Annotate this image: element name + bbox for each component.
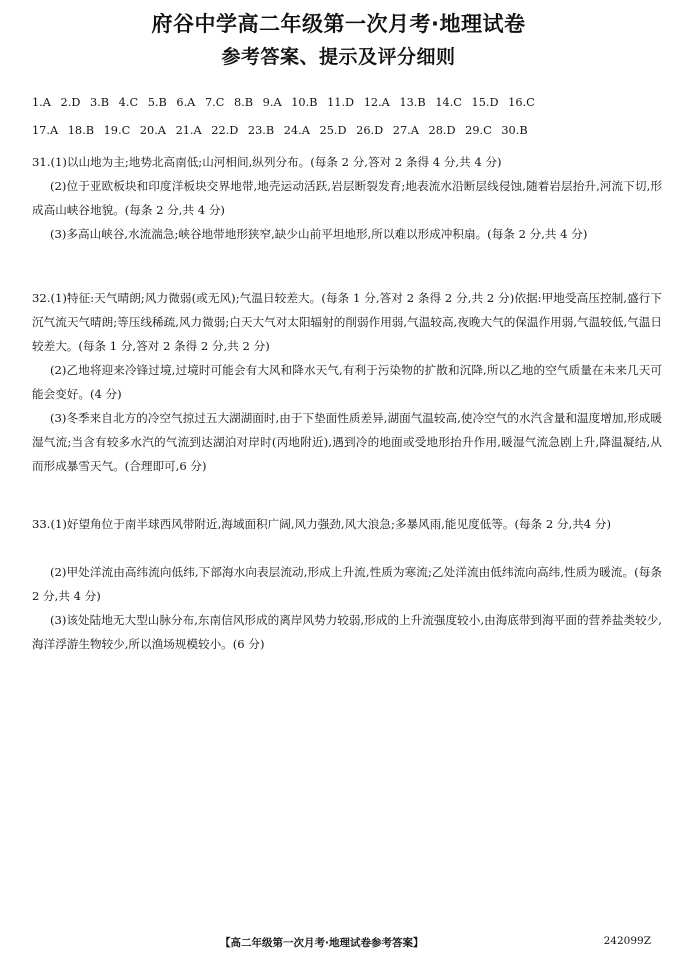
answer-letter: C [215, 96, 225, 109]
choice-answer-item [119, 96, 138, 109]
choice-answer-item [90, 96, 109, 109]
answer-letter: B [244, 96, 254, 109]
question-number: 21. [175, 124, 194, 137]
question-number: 25. [319, 124, 338, 137]
answer-letter: D [337, 124, 347, 137]
question-number: 30. [501, 124, 520, 137]
question-number: 20. [139, 124, 158, 137]
question-number: 8. [233, 96, 245, 109]
question-number: 14. [435, 96, 454, 109]
choice-answers-row-1 [32, 96, 662, 109]
choice-answer-item [356, 124, 383, 137]
question-number: 16. [508, 96, 527, 109]
footer-title: 【高二年级第一次月考·地理试卷参考答案】 [220, 937, 424, 949]
question-number: 4. [118, 96, 130, 109]
answer-letter: C [526, 96, 535, 109]
answer-letter: A [157, 124, 166, 137]
question-number: 12. [363, 96, 382, 109]
answer-letter: A [273, 96, 282, 109]
answer-letter: D [71, 96, 81, 109]
question-number: 26. [356, 124, 375, 137]
question-number: 28. [428, 124, 447, 137]
question-number: 24. [283, 124, 302, 137]
answer-letter: B [417, 96, 426, 109]
question-number: 19. [103, 124, 122, 137]
answer-letter: A [381, 96, 390, 109]
question-number: 6. [176, 96, 188, 109]
page-title: 府谷中学高二年级第一次月考·地理试卷 [151, 12, 526, 36]
choice-answers-row-2 [32, 124, 662, 137]
choice-answer-item [176, 124, 202, 137]
q33-part2: (2)甲处洋流由高纬流向低纬,下部海水向表层流动,形成上升流,性质为寒流;乙处洋流由低纬流向高纬,性质为暖流。(每条 2 分,共 4 分) [32, 565, 662, 603]
choice-answer-item [284, 124, 310, 137]
choice-answer-item [327, 96, 354, 109]
choice-answer-item [465, 124, 492, 137]
choice-answer-item [211, 124, 238, 137]
choice-answer-item [176, 96, 195, 109]
choice-answer-item [68, 124, 94, 137]
q31-part3: (3)多高山峡谷,水流湍急;峡谷地带地形狭窄,缺少山前平坦地形,所以难以形成冲积扇。(每条 2 分,共 4 分) [50, 227, 588, 241]
question-number: 3. [89, 96, 101, 109]
answer-letter: B [85, 124, 95, 137]
choice-answer-item [140, 124, 166, 137]
q33-part3: (3)该处陆地无大型山脉分布,东南信风形成的离岸风势力较弱,形成的上升流强度较小,由海底带到海平面的营养盐类较少,海洋浮游生物较少,所以渔场规模较小。(6 分) [32, 613, 662, 651]
choice-answer-item [32, 96, 51, 109]
choice-answer-item [205, 96, 224, 109]
choice-answer-item [320, 124, 347, 137]
answer-letter: D [345, 96, 355, 109]
answer-letter: A [42, 96, 51, 109]
answer-letter: A [49, 124, 59, 137]
question-number: 11. [327, 96, 346, 109]
question-number: 29. [465, 124, 484, 137]
answer-letter: A [193, 124, 202, 137]
question-number: 1. [32, 96, 43, 109]
choice-answer-item [508, 96, 535, 109]
answer-letter: D [489, 96, 499, 109]
choice-answer-item [234, 96, 253, 109]
choice-answer-item [291, 96, 317, 109]
choice-answer-item [61, 96, 81, 109]
question-number: 15. [471, 96, 490, 109]
footer-code: 242099Z [603, 935, 651, 947]
q31-part1: 31.(1)以山地为主;地势北高南低;山河相间,纵列分布。(每条 2 分,答对 2 条得 4 分,共 4 分) [32, 155, 502, 169]
choice-answer-item [501, 124, 527, 137]
answer-letter: B [309, 96, 318, 109]
answer-letter: D [446, 124, 456, 137]
question-number: 23. [247, 124, 266, 137]
question-number: 9. [262, 96, 274, 109]
choice-answer-item [435, 96, 462, 109]
question-number: 17. [32, 124, 50, 137]
choice-answer-item [148, 96, 167, 109]
question-number: 10. [291, 96, 310, 109]
q31-part2: (2)位于亚欧板块和印度洋板块交界地带,地壳运动活跃,岩层断裂发育;地表流水沿断层线侵蚀,随着岩层抬升,河流下切,形成高山峡谷地貌。(每条 2 分,共 4 分) [32, 179, 662, 217]
choice-answer-item [263, 96, 282, 109]
answer-letter: A [410, 124, 419, 137]
question-number: 22. [211, 124, 230, 137]
question-number: 18. [67, 124, 86, 137]
choice-answer-item [429, 124, 456, 137]
page-subtitle: 参考答案、提示及评分细则 [221, 46, 456, 68]
answer-letter: B [158, 96, 167, 109]
choice-answer-item [364, 96, 390, 109]
q33-part1: 33.(1)好望角位于南半球西风带附近,海域面积广阔,风力强劲,风大浪急;多暴风雨,能见度低等。(每条 2 分,共4 分) [32, 517, 611, 531]
answer-letter: C [121, 124, 131, 137]
question-number: 7. [204, 96, 216, 109]
answer-letter: C [453, 96, 462, 109]
answer-letter: B [519, 124, 528, 137]
choice-answer-item [32, 124, 58, 137]
answer-letter: D [229, 124, 239, 137]
answer-letter: C [483, 124, 492, 137]
answer-letter: B [265, 124, 275, 137]
answer-letter: A [301, 124, 310, 137]
choice-answer-item [248, 124, 274, 137]
answer-letter: C [129, 96, 139, 109]
question-number: 5. [147, 96, 159, 109]
answer-letter: A [187, 96, 196, 109]
question-number: 2. [60, 96, 72, 109]
answer-letter: D [374, 124, 384, 137]
choice-answer-item [104, 124, 131, 137]
q32-part2: (2)乙地将迎来冷锋过境,过境时可能会有大风和降水天气,有利于污染物的扩散和沉降,所以乙地的空气质量在未来几天可能会变好。(4 分) [32, 363, 662, 401]
question-number: 27. [392, 124, 411, 137]
choice-answer-item [399, 96, 425, 109]
question-number: 13. [399, 96, 418, 109]
q32-part3: (3)冬季来自北方的冷空气掠过五大湖湖面时,由于下垫面性质差异,湖面气温较高,使冷空气的水汽含量和温度增加,形成暖湿气流;当含有较多水汽的气流到达湖泊对岸时(丙地附近),遇到冷的地面或受地形抬升作用,暖湿气流急剧上升,降温凝结,从而形成暴雪天气。(合理即可,6 分) [32, 411, 662, 473]
choice-answer-item [472, 96, 499, 109]
q32-part1: 32.(1)特征:天气晴朗;风力微弱(或无风);气温日较差大。(每条 1 分,答对 2 条得 2 分,共 2 分)依据:甲地受高压控制,盛行下沉气流天气晴朗;等压线稀疏,风力微弱;白天大气对太阳辐射的削弱作用弱,气温较高,夜晚大气的保温作用弱,气温较低,气温日较差大。(每条 1 分,答对 2 条得 2 分,共 2 分) [32, 291, 662, 353]
choice-answer-item [393, 124, 419, 137]
answer-letter: B [100, 96, 110, 109]
